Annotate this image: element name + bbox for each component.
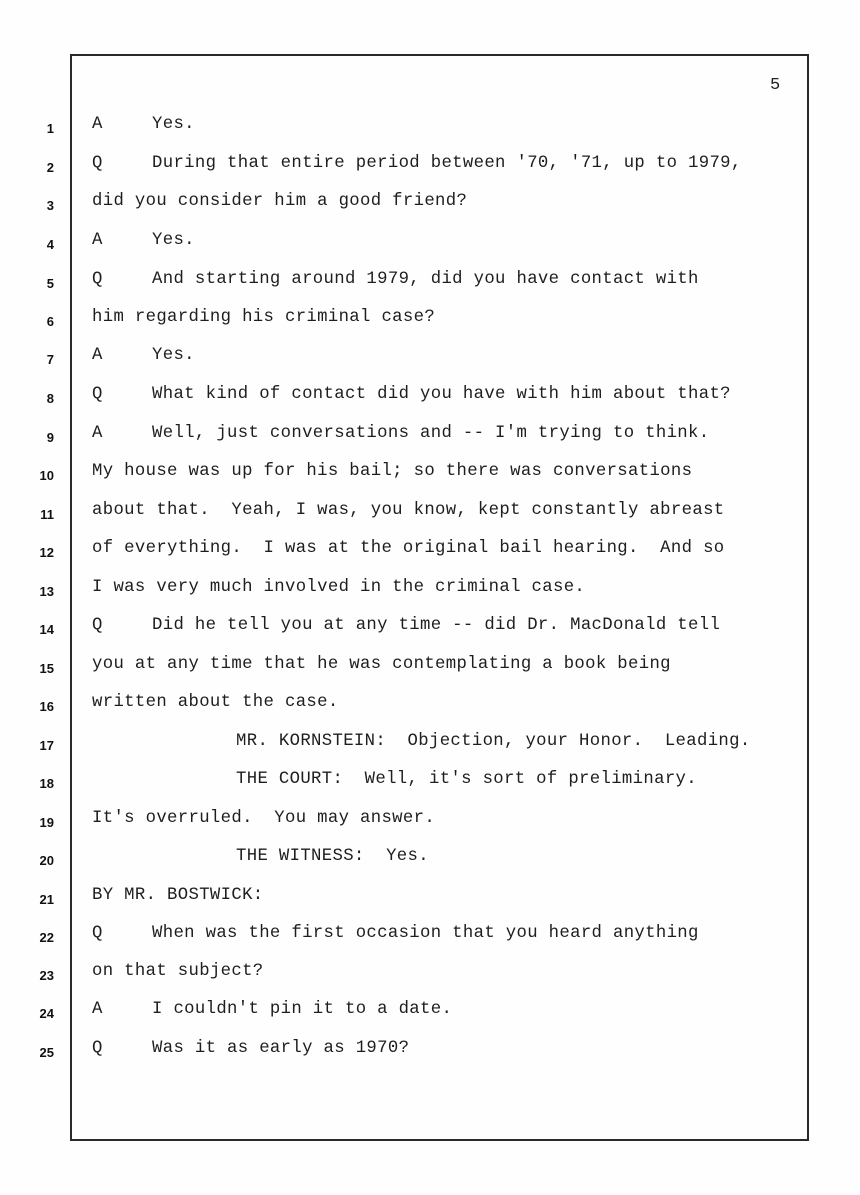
transcript-line [0,424,860,454]
transcript-line [0,616,860,646]
line-number: 16 [39,699,54,714]
transcript-line [0,924,860,954]
line-number: 12 [39,545,54,560]
transcript-line [0,962,860,992]
transcript-line [0,1039,860,1069]
speaker-label: Q [92,616,103,635]
speaker-label: A [92,231,103,250]
speaker-label: A [92,1000,103,1019]
line-number: 21 [39,892,54,907]
line-text: My house was up for his bail; so there was conversations [92,462,693,481]
transcript-line [0,539,860,569]
transcript-line [0,154,860,184]
transcript-line [0,770,860,800]
line-text: When was the first occasion that you heard anything [152,924,699,943]
line-number: 5 [46,276,54,291]
line-text: I was very much involved in the criminal case. [92,578,586,597]
line-number: 15 [39,661,54,676]
line-number: 14 [39,622,54,637]
speaker-label: Q [92,154,103,173]
line-number: 2 [46,160,54,175]
transcript-line [0,385,860,415]
line-number: 19 [39,815,54,830]
transcript-line [0,192,860,222]
page-number: 5 [770,76,781,95]
line-number: 18 [39,776,54,791]
line-text: Was it as early as 1970? [152,1039,410,1058]
transcript-line [0,809,860,839]
speaker-label: Q [92,924,103,943]
line-number: 23 [39,968,54,983]
line-text: did you consider him a good friend? [92,192,468,211]
transcript-line [0,847,860,877]
line-text: Did he tell you at any time -- did Dr. MacDonald tell [152,616,721,635]
line-number: 1 [46,121,54,136]
line-text: What kind of contact did you have with him about that? [152,385,731,404]
line-text: During that entire period between '70, '71, up to 1979, [152,154,742,173]
line-number: 9 [46,430,54,445]
speaker-label: A [92,115,103,134]
line-number: 13 [39,584,54,599]
line-number: 7 [46,352,54,367]
line-text: written about the case. [92,693,339,712]
transcript-line [0,231,860,261]
transcript-line [0,693,860,723]
speaker-label: Q [92,1039,103,1058]
line-text: I couldn't pin it to a date. [152,1000,453,1019]
line-number: 20 [39,853,54,868]
transcript-line [0,886,860,916]
line-number: 8 [46,391,54,406]
transcript-line [0,346,860,376]
line-text: It's overruled. You may answer. [92,809,436,828]
transcript-line [0,462,860,492]
line-text: MR. KORNSTEIN: Objection, your Honor. Leading. [236,732,751,751]
line-number: 22 [39,930,54,945]
line-text: on that subject? [92,962,264,981]
speaker-label: A [92,346,103,365]
line-text: THE COURT: Well, it's sort of preliminary. [236,770,697,789]
transcript-line [0,501,860,531]
line-text: THE WITNESS: Yes. [236,847,429,866]
line-text: you at any time that he was contemplating a book being [92,655,671,674]
line-text: him regarding his criminal case? [92,308,436,327]
line-text: Well, just conversations and -- I'm trying to think. [152,424,710,443]
line-number: 17 [39,738,54,753]
transcript-line [0,308,860,338]
line-text: And starting around 1979, did you have contact with [152,270,699,289]
transcript-line [0,578,860,608]
transcript-line [0,115,860,145]
line-text: of everything. I was at the original bail hearing. And so [92,539,725,558]
transcript-line [0,270,860,300]
line-text: BY MR. BOSTWICK: [92,886,264,905]
line-number: 11 [40,507,54,522]
speaker-label: Q [92,270,103,289]
transcript-line [0,1000,860,1030]
speaker-label: Q [92,385,103,404]
line-text: Yes. [152,231,195,250]
line-number: 25 [39,1045,54,1060]
line-number: 24 [39,1006,54,1021]
line-number: 3 [46,198,54,213]
line-text: Yes. [152,346,195,365]
line-text: Yes. [152,115,195,134]
transcript-line [0,655,860,685]
line-number: 4 [46,237,54,252]
line-number: 6 [46,314,54,329]
line-number: 10 [39,468,54,483]
transcript-line [0,732,860,762]
line-text: about that. Yeah, I was, you know, kept constantly abreast [92,501,725,520]
speaker-label: A [92,424,103,443]
